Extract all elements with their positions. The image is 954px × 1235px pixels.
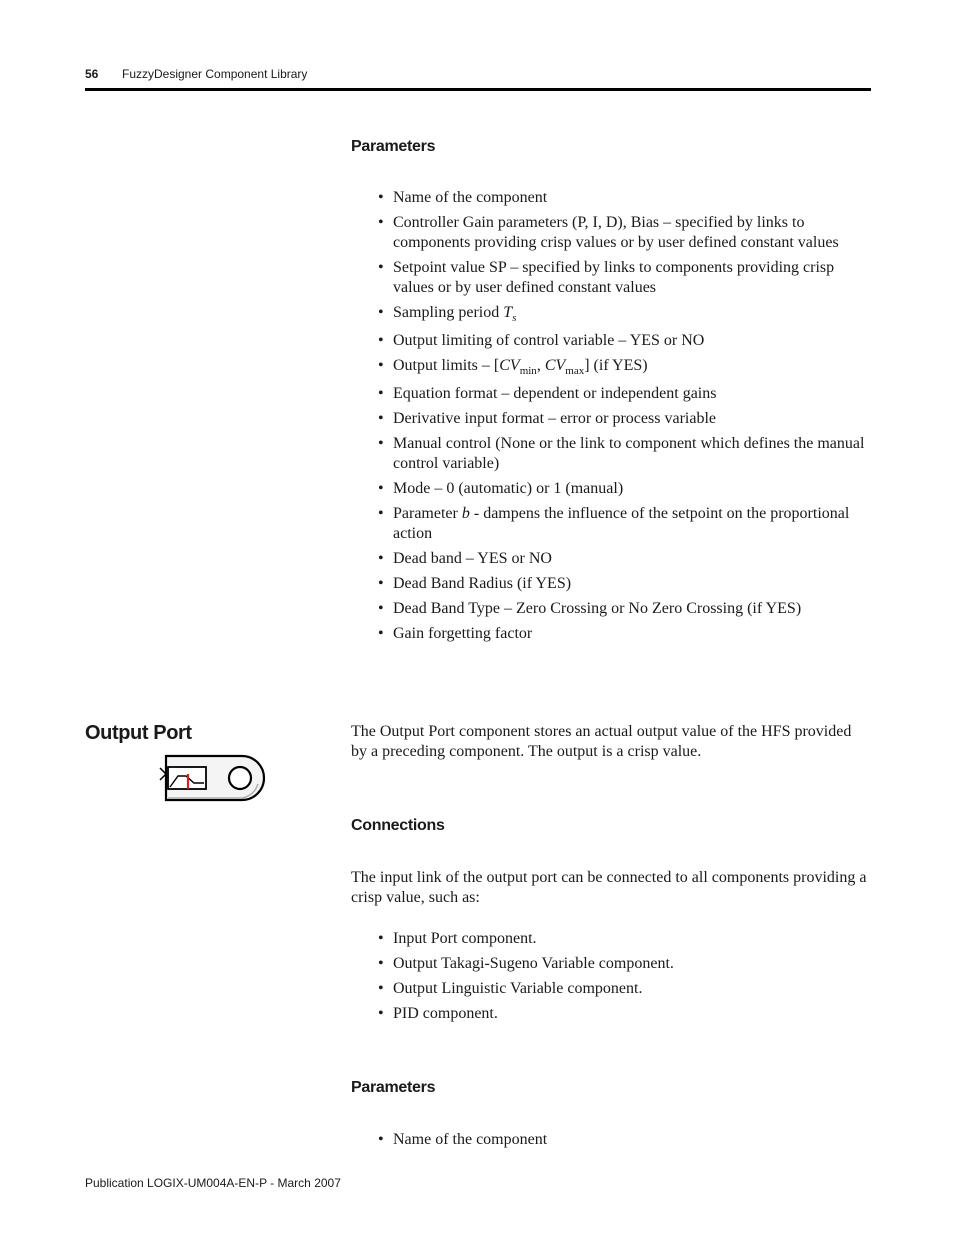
connections-intro: The input link of the output port can be connected to all components providing a crisp value, such as:: [351, 869, 867, 906]
list-item: • Manual control (None or the link to component which defines the manual control variable): [378, 435, 865, 472]
list-item: • Mode – 0 (automatic) or 1 (manual): [378, 480, 624, 497]
list-item: • PID component.: [378, 1005, 498, 1022]
bullet-icon: •: [378, 600, 384, 617]
output-port-parameters-heading: Parameters: [351, 1079, 436, 1096]
list-item: • Dead Band Radius (if YES): [378, 575, 572, 592]
list-item: • Dead band – YES or NO: [378, 550, 552, 567]
bullet-icon: •: [378, 189, 384, 206]
bullet-icon: •: [378, 625, 384, 642]
bullet-icon: •: [378, 550, 384, 567]
list-item: • Output Linguistic Variable component.: [378, 980, 643, 997]
list-item: • Name of the component: [378, 189, 548, 206]
output-port-heading: Output Port: [85, 722, 192, 744]
bullet-icon: •: [378, 480, 384, 497]
list-item: • Input Port component.: [378, 930, 537, 947]
bullet-icon: •: [378, 435, 384, 452]
list-item: • Sampling period $T_s$: [378, 304, 517, 324]
footer-publication: Publication LOGIX-UM004A-EN-P - March 2007: [85, 1176, 341, 1190]
bullet-icon: •: [378, 304, 384, 321]
list-item: • Output Takagi-Sugeno Variable component.: [378, 955, 674, 972]
bullet-icon: •: [378, 575, 384, 592]
bullet-icon: •: [378, 1131, 384, 1148]
list-item: • Output limits – [$CV_{min}$, $CV_{max}$] (if YES): [378, 357, 648, 377]
list-item: • Controller Gain parameters (P, I, D), Bias – specified by links to components providing crisp values or by user defined constant values: [378, 214, 839, 251]
list-item: • Name of the component: [378, 1131, 548, 1148]
list-item: • Parameter b - dampens the influence of the setpoint on the proportional action: [378, 505, 850, 542]
pid-parameters-list: [378, 188, 873, 649]
bullet-icon: •: [378, 259, 384, 276]
bullet-icon: •: [378, 505, 384, 522]
page-number: 56: [85, 67, 99, 81]
bullet-icon: •: [378, 955, 384, 972]
header-rule: [85, 88, 871, 91]
pid-parameters-heading: Parameters: [351, 138, 436, 155]
list-item: • Setpoint value SP – specified by links to components providing crisp values or by user defined constant values: [378, 259, 835, 296]
running-header-title: FuzzyDesigner Component Library: [122, 67, 308, 81]
bullet-icon: •: [378, 357, 384, 374]
connections-heading: Connections: [351, 817, 445, 834]
list-item: • Dead Band Type – Zero Crossing or No Zero Crossing (if YES): [378, 600, 802, 617]
output-port-parameters-list: [378, 1130, 873, 1155]
output-port-description: The Output Port component stores an actual output value of the HFS provided by a preceding component. The output is a crisp value.: [351, 723, 852, 760]
bullet-icon: •: [378, 332, 384, 349]
list-item: • Derivative input format – error or process variable: [378, 410, 716, 427]
list-item: • Equation format – dependent or independent gains: [378, 385, 717, 402]
bullet-icon: •: [378, 410, 384, 427]
output-port-component-icon: [158, 754, 266, 811]
list-item: • Gain forgetting factor: [378, 625, 533, 642]
bullet-icon: •: [378, 980, 384, 997]
connections-list: [378, 929, 873, 1029]
bullet-icon: •: [378, 930, 384, 947]
bullet-icon: •: [378, 385, 384, 402]
bullet-icon: •: [378, 1005, 384, 1022]
list-item: • Output limiting of control variable – YES or NO: [378, 332, 705, 349]
bullet-icon: •: [378, 214, 384, 231]
